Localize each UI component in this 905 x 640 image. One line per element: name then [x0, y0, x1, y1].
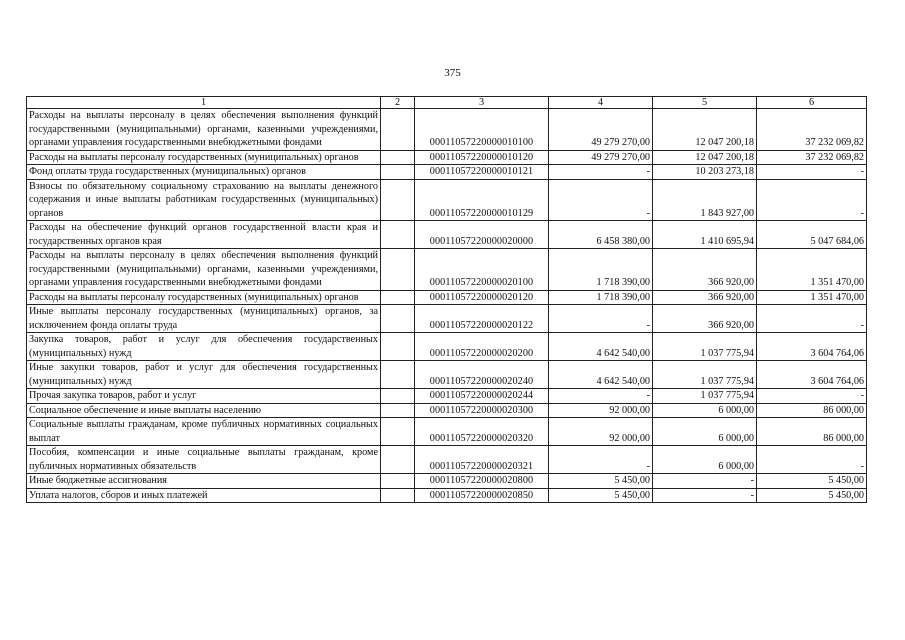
row-rest-cell: - [757, 389, 867, 404]
row-code-cell: 00011057220000020800 [415, 474, 549, 489]
row-name-cell: Иные закупки товаров, работ и услуг для обеспечения государственных (муниципальных) нужд [27, 361, 381, 389]
row-code-cell: 00011057220000020320 [415, 418, 549, 446]
row-plan-cell: 49 279 270,00 [549, 150, 653, 165]
table-row [27, 488, 867, 503]
row-name-cell: Социальное обеспечение и иные выплаты населению [27, 403, 381, 418]
row-blank-cell [381, 403, 415, 418]
row-code-cell: 00011057220000020100 [415, 249, 549, 291]
table-row [27, 109, 867, 151]
row-exec-cell: 12 047 200,18 [653, 150, 757, 165]
column-header: 5 [653, 97, 757, 109]
row-code-cell: 00011057220000020300 [415, 403, 549, 418]
row-code-cell: 00011057220000010120 [415, 150, 549, 165]
page-number: 375 [444, 67, 461, 79]
table-row [27, 305, 867, 333]
row-rest-cell: 5 450,00 [757, 488, 867, 503]
row-name-cell: Социальные выплаты гражданам, кроме публичных нормативных социальных выплат [27, 418, 381, 446]
column-header: 2 [381, 97, 415, 109]
column-number-row [27, 97, 867, 109]
row-blank-cell [381, 165, 415, 180]
table-row [27, 389, 867, 404]
row-name-cell: Расходы на выплаты персоналу государственных (муниципальных) органов [27, 150, 381, 165]
row-code-cell: 00011057220000020000 [415, 221, 549, 249]
row-plan-cell: - [549, 389, 653, 404]
row-plan-cell: 1 718 390,00 [549, 290, 653, 305]
row-blank-cell [381, 179, 415, 221]
row-name-cell: Расходы на обеспечение функций органов государственной власти края и государственных органов края [27, 221, 381, 249]
row-exec-cell: 366 920,00 [653, 249, 757, 291]
row-code-cell: 00011057220000020244 [415, 389, 549, 404]
row-plan-cell: 92 000,00 [549, 403, 653, 418]
row-plan-cell: 4 642 540,00 [549, 333, 653, 361]
column-header: 1 [27, 97, 381, 109]
row-plan-cell: - [549, 165, 653, 180]
row-name-cell: Расходы на выплаты персоналу государственных (муниципальных) органов [27, 290, 381, 305]
row-rest-cell: 1 351 470,00 [757, 249, 867, 291]
table-row [27, 249, 867, 291]
row-exec-cell: 366 920,00 [653, 305, 757, 333]
row-code-cell: 00011057220000010129 [415, 179, 549, 221]
row-rest-cell: 1 351 470,00 [757, 290, 867, 305]
table-body [27, 109, 867, 503]
row-blank-cell [381, 446, 415, 474]
row-plan-cell: - [549, 305, 653, 333]
row-blank-cell [381, 389, 415, 404]
row-plan-cell: 5 450,00 [549, 488, 653, 503]
row-plan-cell: 5 450,00 [549, 474, 653, 489]
row-code-cell: 00011057220000010100 [415, 109, 549, 151]
row-blank-cell [381, 418, 415, 446]
row-blank-cell [381, 249, 415, 291]
row-name-cell: Фонд оплаты труда государственных (муниципальных) органов [27, 165, 381, 180]
row-exec-cell: 1 037 775,94 [653, 333, 757, 361]
row-rest-cell: 5 450,00 [757, 474, 867, 489]
table-row [27, 333, 867, 361]
row-name-cell: Иные выплаты персоналу государственных (муниципальных) органов, за исключением фонда оплаты труда [27, 305, 381, 333]
row-exec-cell: 6 000,00 [653, 403, 757, 418]
row-exec-cell: 10 203 273,18 [653, 165, 757, 180]
row-rest-cell: 86 000,00 [757, 418, 867, 446]
row-exec-cell: - [653, 488, 757, 503]
row-code-cell: 00011057220000020122 [415, 305, 549, 333]
column-header: 4 [549, 97, 653, 109]
row-exec-cell: 366 920,00 [653, 290, 757, 305]
row-rest-cell: 37 232 069,82 [757, 109, 867, 151]
row-exec-cell: 6 000,00 [653, 446, 757, 474]
row-plan-cell: - [549, 446, 653, 474]
row-plan-cell: 6 458 380,00 [549, 221, 653, 249]
row-code-cell: 00011057220000020321 [415, 446, 549, 474]
table-row [27, 150, 867, 165]
row-plan-cell: 49 279 270,00 [549, 109, 653, 151]
table-row [27, 418, 867, 446]
row-exec-cell: 6 000,00 [653, 418, 757, 446]
row-blank-cell [381, 150, 415, 165]
row-exec-cell: 1 843 927,00 [653, 179, 757, 221]
row-blank-cell [381, 305, 415, 333]
row-rest-cell: 3 604 764,06 [757, 333, 867, 361]
row-name-cell: Взносы по обязательному социальному страхованию на выплаты денежного содержания и иные выплаты работникам государственных (муниципальных) органов [27, 179, 381, 221]
row-exec-cell: 1 037 775,94 [653, 361, 757, 389]
row-blank-cell [381, 474, 415, 489]
row-rest-cell: 3 604 764,06 [757, 361, 867, 389]
row-plan-cell: 92 000,00 [549, 418, 653, 446]
row-name-cell: Расходы на выплаты персоналу в целях обеспечения выполнения функций государственными (муниципальными) органами, казенными учреждениями, органами управления государственными внебюджетными фондами [27, 109, 381, 151]
table-row [27, 165, 867, 180]
row-plan-cell: 1 718 390,00 [549, 249, 653, 291]
row-blank-cell [381, 109, 415, 151]
row-blank-cell [381, 290, 415, 305]
row-rest-cell: - [757, 446, 867, 474]
row-plan-cell: 4 642 540,00 [549, 361, 653, 389]
row-blank-cell [381, 488, 415, 503]
column-header: 6 [757, 97, 867, 109]
row-blank-cell [381, 221, 415, 249]
row-rest-cell: - [757, 165, 867, 180]
row-rest-cell: 5 047 684,06 [757, 221, 867, 249]
row-rest-cell: 86 000,00 [757, 403, 867, 418]
row-exec-cell: 1 037 775,94 [653, 389, 757, 404]
row-rest-cell: - [757, 179, 867, 221]
table-row [27, 446, 867, 474]
row-plan-cell: - [549, 179, 653, 221]
row-name-cell: Расходы на выплаты персоналу в целях обеспечения выполнения функций государственными (муниципальными) органами, казенными учреждениями, органами управления государственными внебюджетными фондами [27, 249, 381, 291]
table-row [27, 361, 867, 389]
row-code-cell: 00011057220000020200 [415, 333, 549, 361]
row-code-cell: 00011057220000020240 [415, 361, 549, 389]
row-name-cell: Уплата налогов, сборов и иных платежей [27, 488, 381, 503]
table-row [27, 474, 867, 489]
row-exec-cell: 12 047 200,18 [653, 109, 757, 151]
row-rest-cell: - [757, 305, 867, 333]
row-exec-cell: 1 410 695,94 [653, 221, 757, 249]
row-code-cell: 00011057220000020120 [415, 290, 549, 305]
column-header: 3 [415, 97, 549, 109]
row-code-cell: 00011057220000020850 [415, 488, 549, 503]
budget-execution-table [26, 96, 867, 503]
row-blank-cell [381, 361, 415, 389]
row-exec-cell: - [653, 474, 757, 489]
table-row [27, 179, 867, 221]
row-code-cell: 00011057220000010121 [415, 165, 549, 180]
row-name-cell: Прочая закупка товаров, работ и услуг [27, 389, 381, 404]
table-row [27, 221, 867, 249]
row-name-cell: Закупка товаров, работ и услуг для обеспечения государственных (муниципальных) нужд [27, 333, 381, 361]
row-name-cell: Пособия, компенсации и иные социальные выплаты гражданам, кроме публичных нормативных обязательств [27, 446, 381, 474]
row-blank-cell [381, 333, 415, 361]
table-row [27, 403, 867, 418]
row-name-cell: Иные бюджетные ассигнования [27, 474, 381, 489]
row-rest-cell: 37 232 069,82 [757, 150, 867, 165]
table-row [27, 290, 867, 305]
